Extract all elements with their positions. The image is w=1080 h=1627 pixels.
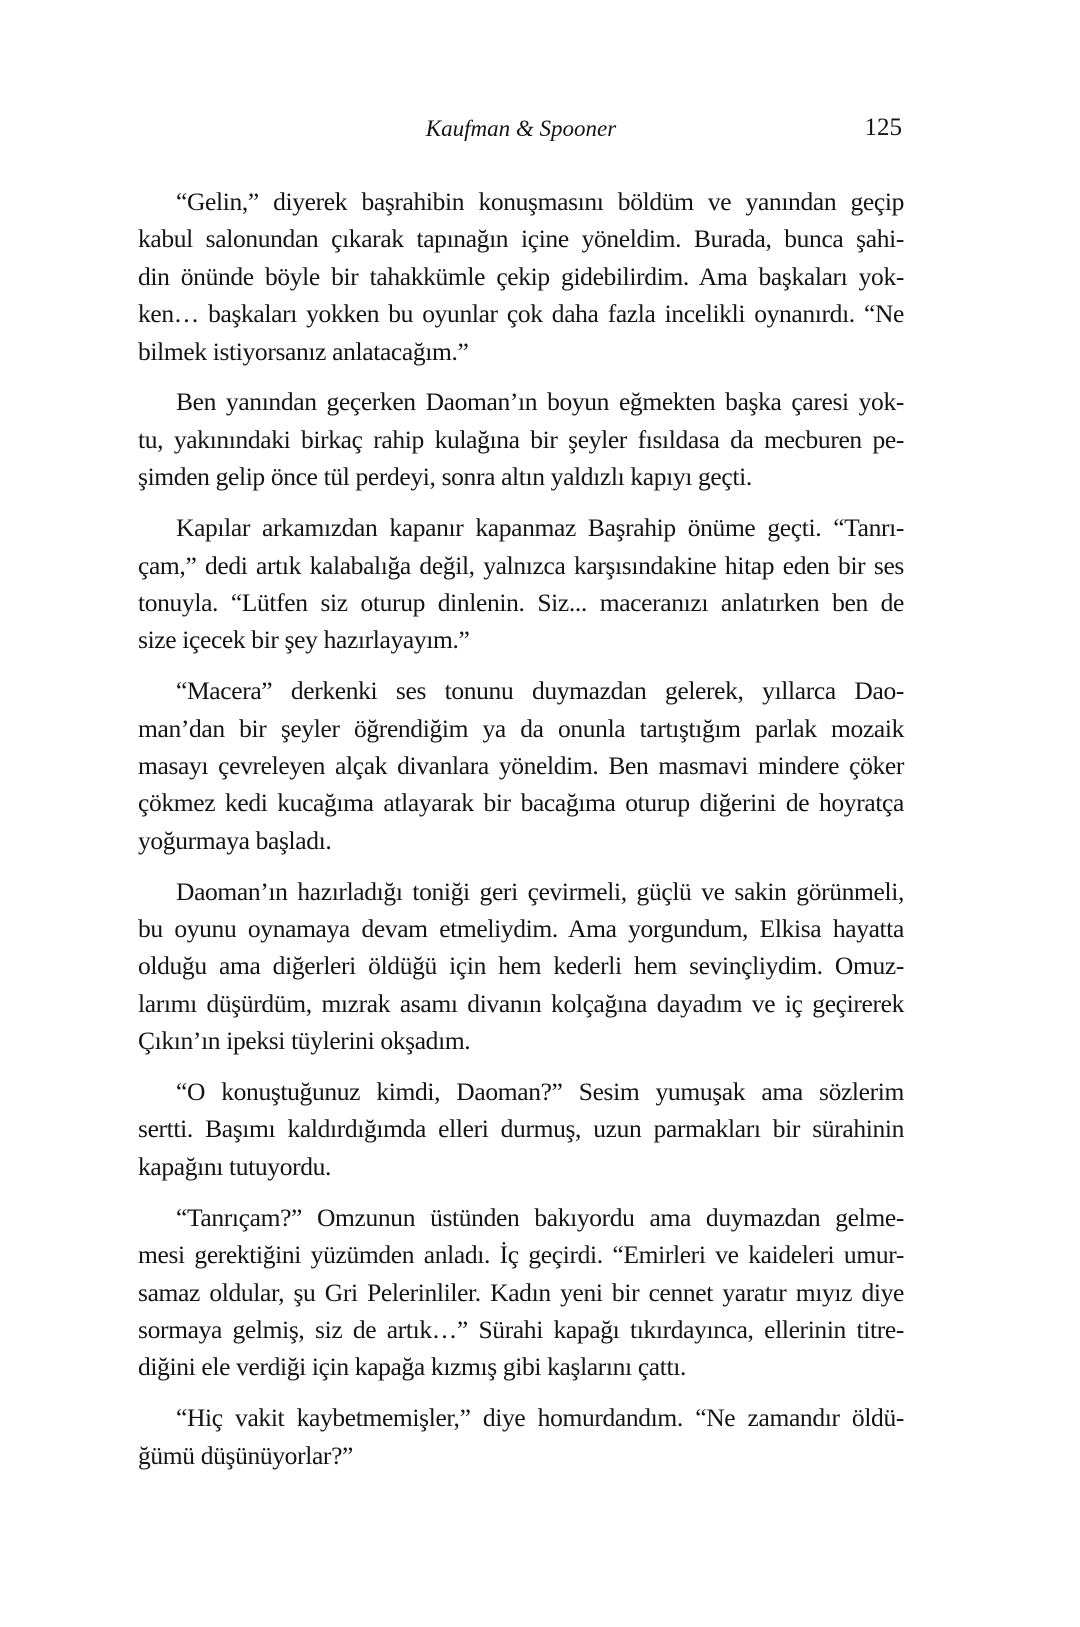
text-line: çam,” dedi artık kalabalığa değil, yalnızca karşısındakine hitap eden bir ses: [138, 550, 904, 580]
text-line: bu oyunu oynamaya devam etmeliydim. Ama yorgundum, Elkisa hayatta: [138, 914, 904, 944]
paragraph-5: [138, 873, 904, 1060]
text-line: diğini ele verdiği için kapağa kızmış gibi kaşlarını çattı.: [138, 1352, 686, 1382]
paragraph-4: [138, 672, 904, 859]
text-line: samaz oldular, şu Gri Pelerinliler. Kadın yeni bir cennet yaratır mıyız diye: [138, 1277, 904, 1307]
text-line: masayı çevreleyen alçak divanlara yöneldim. Ben masmavi mindere çöker: [138, 750, 904, 780]
text-line: “Tanrıçam?” Omzunun üstünden bakıyordu ama duymazdan gelme-: [176, 1202, 904, 1232]
paragraph-1: [138, 183, 904, 370]
text-line: Daoman’ın hazırladığı toniği geri çevirmeli, güçlü ve sakin görünmeli,: [176, 876, 904, 906]
text-line: man’dan bir şeyler öğrendiğim ya da onunla tartıştığım parlak mozaik: [138, 713, 904, 743]
text-line: ğümü düşünüyorlar?”: [138, 1440, 354, 1470]
text-line: “Gelin,” diyerek başrahibin konuşmasını böldüm ve yanından geçip: [176, 187, 904, 216]
text-line: çökmez kedi kucağıma atlayarak bir bacağıma oturup diğerini de hoyratça: [138, 788, 904, 818]
running-title: Kaufman & Spooner: [425, 116, 617, 141]
text-line: kapağını tutuyordu.: [138, 1151, 332, 1181]
text-line: Çıkın’ın ipeksi tüylerini okşadım.: [138, 1026, 471, 1056]
text-line: “Hiç vakit kaybetmemişler,” diye homurdandım. “Ne zamandır öldü-: [176, 1403, 904, 1433]
paragraph-7: [138, 1199, 904, 1386]
text-line: yoğurmaya başladı.: [138, 825, 332, 855]
text-line: sormaya gelmiş, siz de artık…” Sürahi kapağı tıkırdayınca, ellerinin titre-: [138, 1314, 904, 1344]
text-line: şimden gelip önce tül perdeyi, sonra altın yaldızlı kapıyı geçti.: [138, 462, 752, 492]
text-line: din önünde böyle bir tahakkümle çekip gidebilirdim. Ama başkaları yok-: [138, 261, 904, 291]
paragraph-8: [138, 1399, 904, 1474]
text-line: “O konuştuğunuz kimdi, Daoman?” Sesim yumuşak ama sözlerim: [176, 1077, 904, 1107]
paragraph-3: [138, 509, 904, 659]
text-line: kabul salonundan çıkarak tapınağın içine yöneldim. Burada, bunca şahi-: [138, 224, 904, 254]
text-line: “Macera” derkenki ses tonunu duymazdan gelerek, yıllarca Dao-: [176, 676, 904, 706]
text-line: bilmek istiyorsanız anlatacağım.”: [138, 336, 469, 366]
page-number: 125: [864, 114, 902, 141]
running-header: [138, 112, 904, 148]
text-line: ken… başkaları yokken bu oyunlar çok daha fazla incelikli oynanırdı. “Ne: [138, 299, 904, 329]
text-line: olduğu ama diğerleri öldüğü için hem kederli hem sevinçliydim. Omuz-: [138, 951, 904, 981]
text-line: Kapılar arkamızdan kapanır kapanmaz Başrahip önüme geçti. “Tanrı-: [176, 513, 904, 543]
text-line: tu, yakınındaki birkaç rahip kulağına bir şeyler fısıldasa da mecburen pe-: [138, 424, 904, 454]
text-line: mesi gerektiğini yüzümden anladı. İç geçirdi. “Emirleri ve kaideleri umur-: [138, 1240, 904, 1270]
text-line: size içecek bir şey hazırlayayım.”: [138, 625, 470, 655]
text-line: larımı düşürdüm, mızrak asamı divanın kolçağına dayadım ve iç geçirerek: [138, 988, 904, 1018]
text-line: Ben yanından geçerken Daoman’ın boyun eğmekten başka çaresi yok-: [176, 387, 904, 417]
paragraph-6: [138, 1073, 904, 1185]
body-text: [138, 183, 904, 1488]
paragraph-2: [138, 383, 904, 495]
text-line: tonuyla. “Lütfen siz oturup dinlenin. Siz... maceranızı anlatırken ben de: [138, 587, 904, 617]
text-line: sertti. Başımı kaldırdığımda elleri durmuş, uzun parmakları bir sürahinin: [138, 1114, 904, 1144]
